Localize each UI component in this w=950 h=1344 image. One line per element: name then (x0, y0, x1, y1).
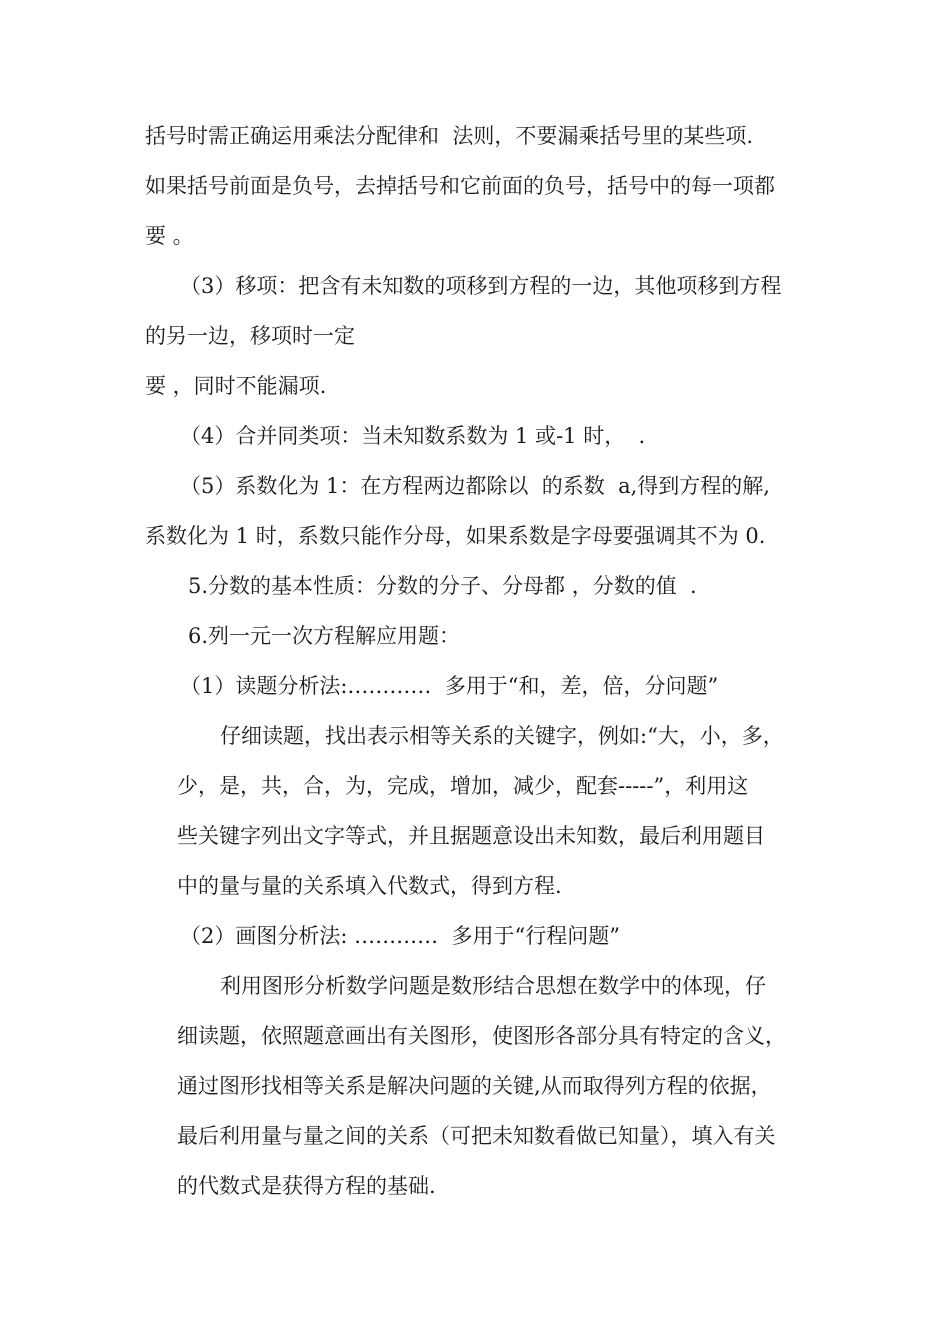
text-line: 括号时需正确运用乘法分配律和 法则，不要漏乘括号里的某些项. (145, 124, 754, 148)
text-line: （5）系数化为 1：在方程两边都除以 的系数 a,得到方程的解, (180, 474, 770, 498)
text-line: （4）合并同类项：当未知数系数为 1 或-1 时， . (180, 424, 646, 448)
text-line: （1）读题分析法:………… 多用于“和，差，倍，分问题” (180, 674, 719, 698)
text-line: 要 。 (145, 224, 194, 248)
text-line: 少，是，共，合，为，完成，增加，减少，配套-----”，利用这 (177, 774, 749, 798)
text-line: 利用图形分析数学问题是数形结合思想在数学中的体现，仔 (220, 974, 766, 998)
text-line: 仔细读题，找出表示相等关系的关键字，例如:“大，小，多， (220, 724, 784, 748)
text-line: 的另一边，移项时一定 (145, 324, 355, 348)
text-line: 细读题，依照题意画出有关图形，使图形各部分具有特定的含义， (177, 1024, 786, 1048)
text-line: （3）移项：把含有未知数的项移到方程的一边，其他项移到方程 (180, 274, 782, 298)
text-line: 6.列一元一次方程解应用题： (188, 624, 461, 648)
text-line: （2）画图分析法: ………… 多用于“行程问题” (180, 924, 620, 948)
text-line: 5.分数的基本性质：分数的分子、分母都 ，分数的值 . (188, 574, 697, 598)
text-line: 中的量与量的关系填入代数式，得到方程. (177, 874, 562, 898)
text-line: 要 ，同时不能漏项. (145, 374, 327, 398)
text-line: 通过图形找相等关系是解决问题的关键,从而取得列方程的依据， (177, 1074, 772, 1098)
text-line: 些关键字列出文字等式，并且据题意设出未知数，最后利用题目 (177, 824, 765, 848)
text-line: 的代数式是获得方程的基础. (177, 1174, 436, 1198)
text-line: 系数化为 1 时，系数只能作分母，如果系数是字母要强调其不为 0. (145, 524, 766, 548)
text-line: 如果括号前面是负号，去掉括号和它前面的负号，括号中的每一项都 (145, 174, 775, 198)
text-line: 最后利用量与量之间的关系（可把未知数看做已知量），填入有关 (177, 1124, 776, 1148)
